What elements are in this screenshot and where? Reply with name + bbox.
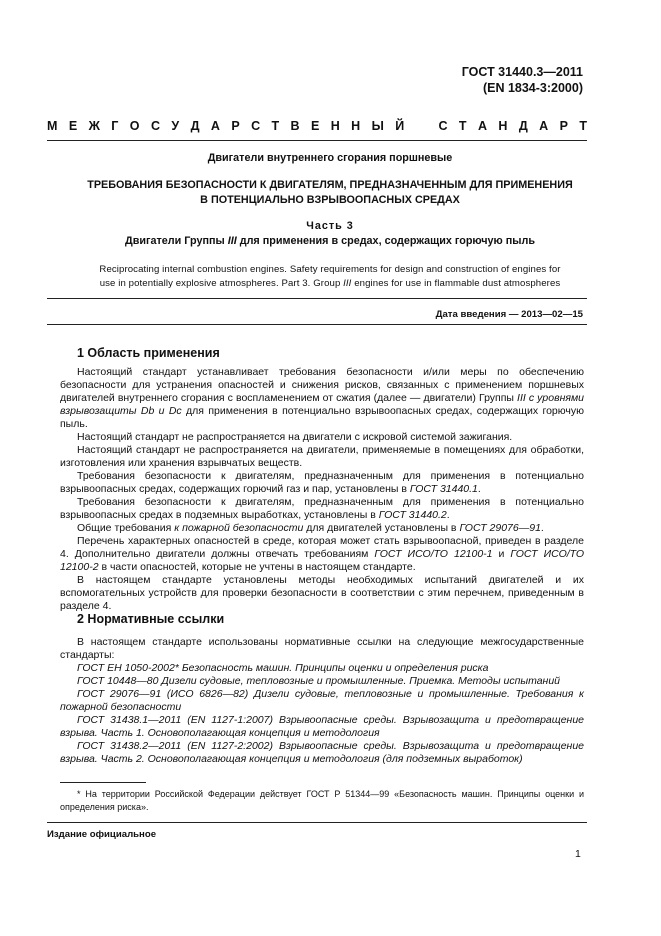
scope-paragraph-4: Требования безопасности к двигателям, предназначенным для применения в потенциально взрывоопасных средах, содержащих горючий газ и пар, установлены в ГОСТ 31440.1. — [60, 470, 584, 495]
reference-3: ГОСТ 29076—91 (ИСО 6826—82) Дизели судовые, тепловозные и промышленные. Требования к пожарной безопасности — [60, 688, 584, 713]
page-number: 1 — [575, 848, 581, 860]
reference-1: ГОСТ ЕН 1050-2002* Безопасность машин. Принципы оценки и определения риска — [77, 662, 489, 674]
english-title-line-2: use in potentially explosive atmospheres. Part 3. Group III engines for use in flammable dust atmospheres — [99, 278, 561, 289]
banner-letter: Е — [310, 119, 320, 133]
banner-letter: Н — [498, 119, 508, 133]
scope-paragraph-1: Настоящий стандарт устанавливает требования безопасности и/или меры по обеспечению безопасности для устранения опасностей и снижения рисков, связанных с применением поршневых двигателей внутреннего сгорания с воспламенением от сжатия (далее — двигатели) Группы III с уровнями взрывозащиты Db и Dc для применения в потенциально взрывоопасных средах, содержащих горючую пыль. — [60, 366, 584, 430]
english-title-line-1: Reciprocating internal combustion engines. Safety requirements for design and construction of engines for — [99, 264, 561, 275]
banner-letter: С — [438, 119, 448, 133]
references-intro: В настоящем стандарте использованы нормативные ссылки на следующие межгосударственные стандарты: — [60, 636, 584, 661]
banner-letter: Т — [579, 119, 587, 133]
section-1-body — [60, 366, 584, 613]
section-2-heading: 2 Нормативные ссылки — [77, 612, 225, 626]
banner-letter: Т — [271, 119, 280, 133]
footnote: * На территории Российской Федерации действует ГОСТ Р 51344—99 «Безопасность машин. Принципы оценки и определения риска». — [60, 789, 584, 812]
scope-paragraph-6: Общие требования к пожарной безопасности для двигателей установлены в ГОСТ 29076—91. — [77, 522, 544, 534]
banner-letter: Р — [559, 119, 568, 133]
banner-letter: А — [539, 119, 549, 133]
banner-letter: Д — [190, 119, 200, 133]
banner-letter: А — [477, 119, 487, 133]
gost-number: ГОСТ 31440.3—2011 — [461, 65, 583, 79]
part-title: Двигатели Группы III для применения в средах, содержащих горючую пыль — [125, 235, 535, 247]
footer-rule — [47, 822, 587, 823]
reference-5: ГОСТ 31438.2—2011 (EN 1127-2:2002) Взрывоопасные среды. Взрывозащита и предотвращение взрыва. Часть 2. Основополагающая концепция и методология (для подземных выработок) — [60, 740, 584, 765]
banner-letter: О — [129, 119, 140, 133]
banner-letter: Й — [395, 119, 405, 133]
banner-letter: С — [150, 119, 160, 133]
banner-letter: Т — [458, 119, 467, 133]
title-rule — [47, 298, 587, 299]
part-number: Часть 3 — [306, 220, 354, 232]
scope-paragraph-7: Перечень характерных опасностей в среде, которая может стать взрывоопасной, приведен в разделе 4. Дополнительно двигатели должны отвечать требованиям ГОСТ ИСО/ТО 12100-1 и ГОСТ ИСО/ТО 12100-2 в части опасностей, которые не учтены в настоящем стандарте. — [60, 535, 585, 573]
scope-paragraph-3: Настоящий стандарт не распространяется на двигатели, применяемые в помещениях для обработки, изготовления или хранения взрывчатых веществ. — [60, 444, 584, 469]
introduction-date: Дата введения — 2013—02—15 — [435, 309, 583, 320]
date-rule — [47, 324, 587, 325]
banner-letter: Н — [330, 119, 340, 133]
reference-2: ГОСТ 10448—80 Дизели судовые, тепловозные и промышленные. Приемка. Методы испытаний — [77, 675, 561, 687]
section-2-body — [60, 636, 584, 766]
banner-letter: Н — [351, 119, 361, 133]
banner-letter: Д — [518, 119, 528, 133]
scope-paragraph-2: Настоящий стандарт не распространяется на двигатели с искровой системой зажигания. — [77, 431, 513, 443]
banner-letter: В — [290, 119, 300, 133]
en-reference: (EN 1834-3:2000) — [482, 81, 583, 95]
scope-paragraph-5: Требования безопасности к двигателям, предназначенным для применения в потенциально взрывоопасных средах в подземных выработках, установлены в ГОСТ 31440.2. — [60, 496, 584, 521]
main-title-line-2: В ПОТЕНЦИАЛЬНО ВЗРЫВООПАСНЫХ СРЕДАХ — [200, 194, 460, 206]
banner-letter: Г — [111, 119, 119, 133]
scope-paragraph-8: В настоящем стандарте установлены методы необходимых испытаний двигателей и их вспомогательных устройств для проверки безопасности в соответствии с этим перечнем, приведенным в разделе 4. — [60, 574, 584, 612]
banner-letter: У — [171, 119, 180, 133]
banner-letter: С — [251, 119, 261, 133]
interstate-standard-banner — [47, 119, 587, 133]
banner-letter: Ж — [88, 119, 100, 133]
standard-subject: Двигатели внутреннего сгорания поршневые — [207, 152, 453, 164]
banner-rule — [47, 140, 587, 141]
banner-letter: Е — [68, 119, 78, 133]
reference-4: ГОСТ 31438.1—2011 (EN 1127-1:2007) Взрывоопасные среды. Взрывозащита и предотвращение взрыва. Часть 1. Основополагающая концепция и методология — [60, 714, 584, 739]
banner-letter: М — [47, 119, 58, 133]
official-edition: Издание официальное — [47, 829, 157, 840]
banner-letter: Р — [231, 119, 240, 133]
banner-letter: Ы — [371, 119, 384, 133]
section-1-heading: 1 Область применения — [77, 346, 220, 360]
footnote-rule — [60, 782, 146, 783]
banner-letter: А — [210, 119, 220, 133]
main-title-line-1: ТРЕБОВАНИЯ БЕЗОПАСНОСТИ К ДВИГАТЕЛЯМ, ПРЕДНАЗНАЧЕННЫМ ДЛЯ ПРИМЕНЕНИЯ — [87, 179, 573, 191]
